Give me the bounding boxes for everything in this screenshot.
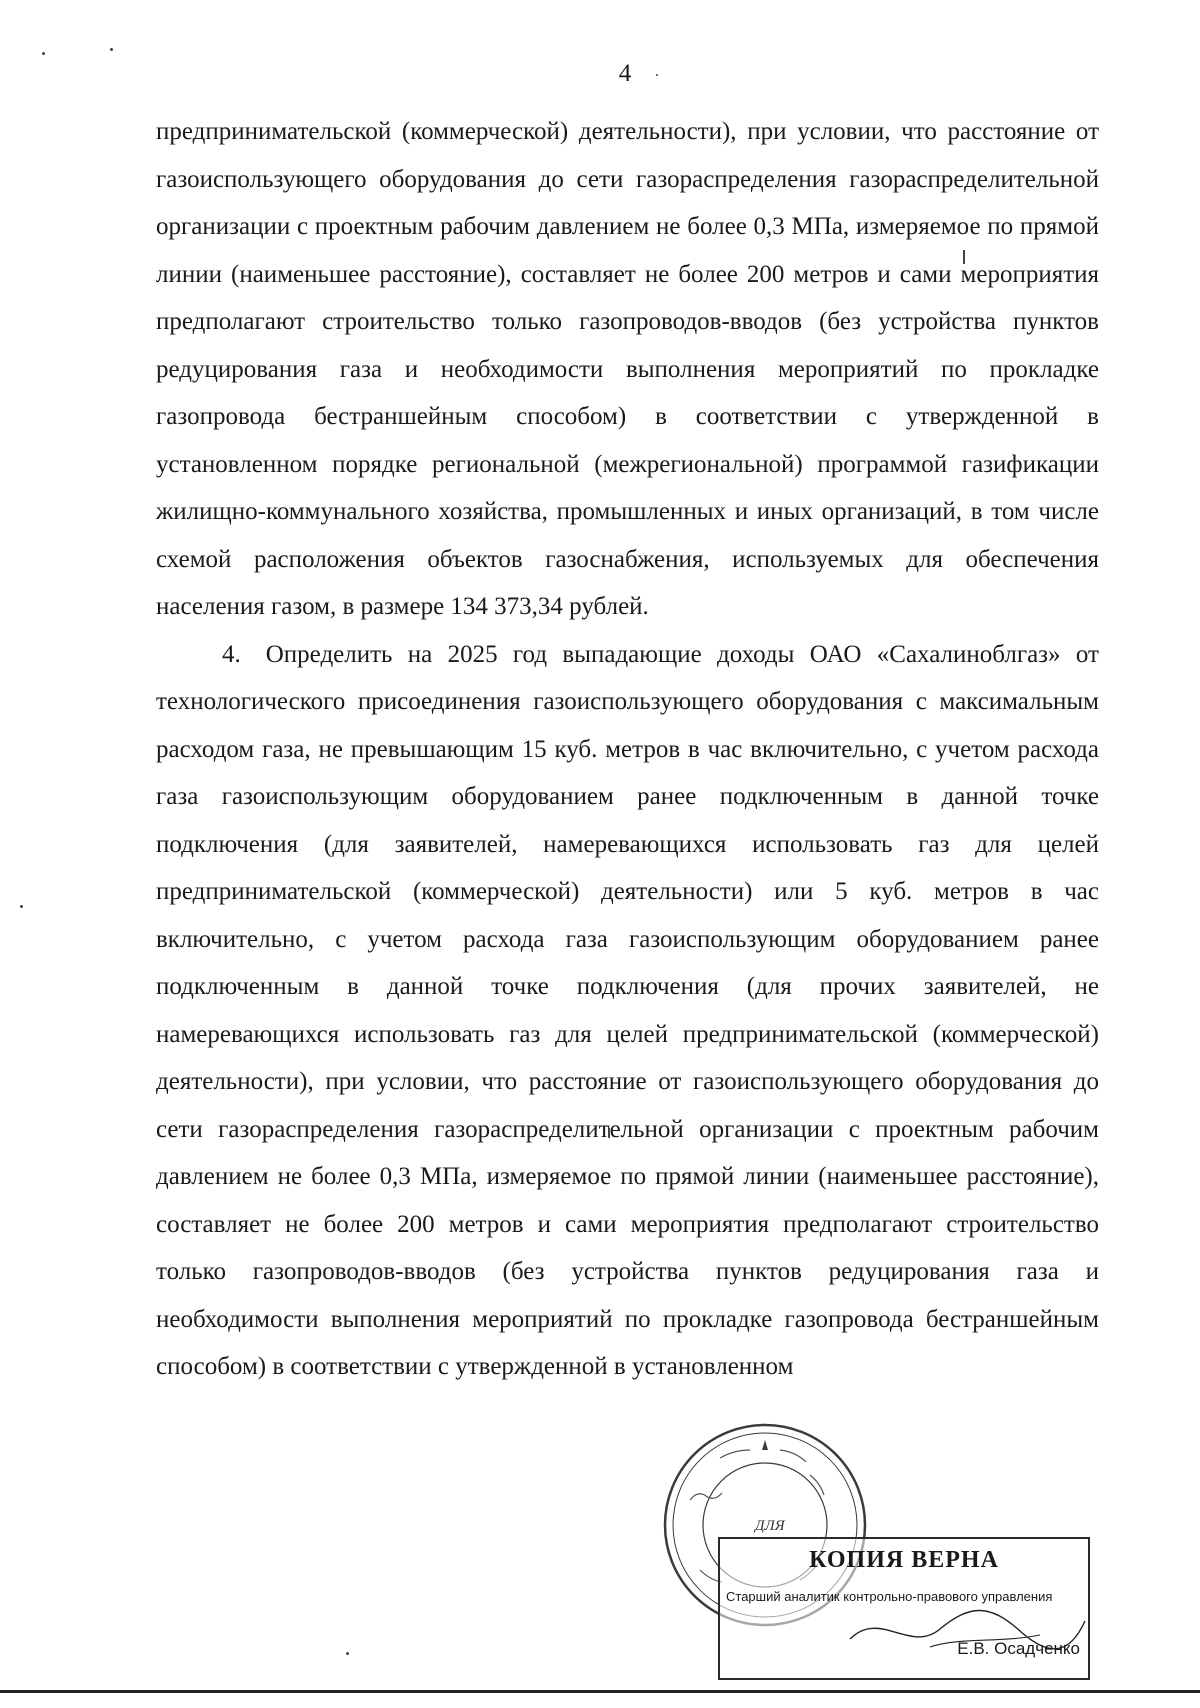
scan-bottom-edge [0,1690,1200,1693]
seal-inner-text: ДЛЯ [755,1518,785,1534]
stamp-signatory-name: Е.В. Осадченко [957,1639,1080,1658]
stamp-position: Старший аналитик контрольно-правового управления [726,1589,1053,1604]
paragraph-continuation: предпринимательской (коммерческой) деятельности), при условии, что расстояние от газоиспользующего оборудования до сети газораспределения газораспределительной организации с проектным рабочим давлением не более 0,3 МПа, измеряемое по прямой линии (наименьшее расстояние), составляет не более 200 метров и сами мероприятия предполагают строительство только газопроводов-вводов (без устройства пунктов редуцирования газа и необходимости выполнения мероприятий по прокладке газопровода бестраншейным способом) в соответствии с утвержденной в установленном порядке региональной (межрегиональной) программой газификации жилищно-коммунального хозяйства, промышленных и иных организаций, в том числе схемой расположения объектов газоснабжения, используемых для обеспечения населения газом, в размере 134 373,34 рублей. [156,118,1099,620]
paragraph-item-4: 4. Определить на 2025 год выпадающие доходы ОАО «Сахалиноблгаз» от технологического присоединения газоиспользующего оборудования с максимальным расходом газа, не превышающим 15 куб. метров в час включительно, с учетом расхода газа газоиспользующим оборудованием ранее подключенным в данной точке подключения (для заявителей, намеревающихся использовать газ для целей предпринимательской (коммерческой) деятельности) или 5 куб. метров в час включительно, с учетом расхода газа газоиспользующим оборудованием ранее подключенным в данной точке подключения (для прочих заявителей, не намеревающихся использовать газ для целей предпринимательской (коммерческой) деятельности), при условии, что расстояние от газоиспользующего оборудования до сети газораспределения газораспределительной организации с проектным рабочим давлением не более 0,3 МПа, измеряемое по прямой линии (наименьшее расстояние), составляет не более 200 метров и сами мероприятия предполагают строительство только газопроводов-вводов (без устройства пунктов редуцирования газа и необходимости выполнения мероприятий по прокладке газопровода бестраншейным способом) в соответствии с утвержденной в установленном [156,640,1099,1380]
stamp-title: КОПИЯ ВЕРНА [809,1547,999,1573]
certification-stamp [660,1420,1100,1685]
scan-speck [346,1652,349,1655]
scan-speck [42,52,45,55]
copy-true-stamp [718,1537,1090,1680]
scan-speck [110,48,113,51]
scan-speck [20,905,23,908]
document-body [156,108,1099,1391]
page-number: 4 [618,60,632,87]
